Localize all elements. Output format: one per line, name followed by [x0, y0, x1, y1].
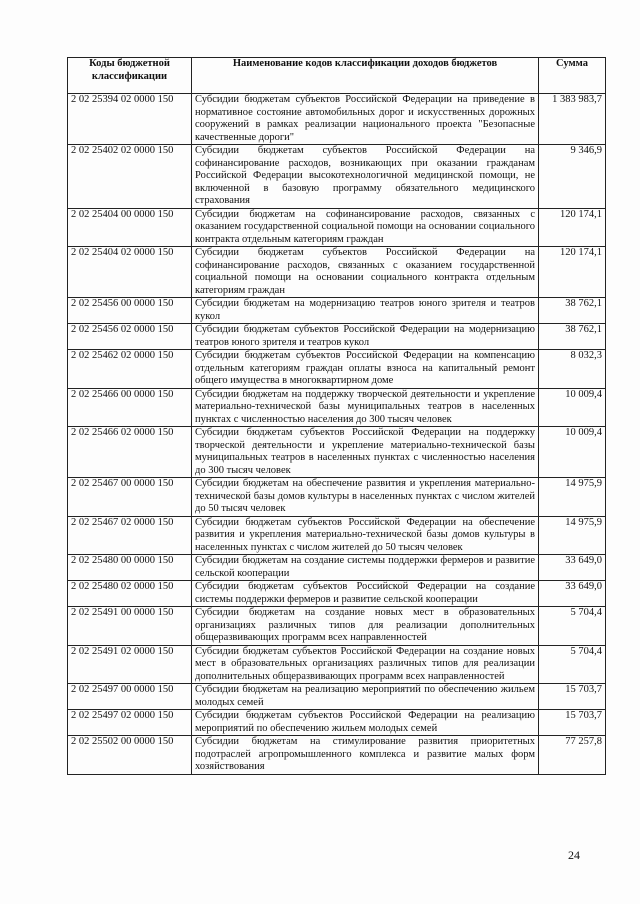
cell-code: 2 02 25456 02 0000 150 — [68, 324, 192, 350]
cell-sum: 9 346,9 — [539, 145, 606, 209]
table-row — [68, 94, 606, 145]
table-row — [68, 684, 606, 710]
table-row — [68, 388, 606, 427]
cell-code: 2 02 25462 02 0000 150 — [68, 350, 192, 389]
table-row — [68, 247, 606, 298]
table-row — [68, 427, 606, 478]
cell-code: 2 02 25466 00 0000 150 — [68, 388, 192, 427]
table-row — [68, 478, 606, 517]
cell-code: 2 02 25404 02 0000 150 — [68, 247, 192, 298]
cell-name: Субсидии бюджетам субъектов Российской Федерации на компенсацию отдельным категориям граждан оплаты взноса на капитальный ремонт общего имущества в многоквартирном доме — [192, 350, 539, 389]
cell-name: Субсидии бюджетам субъектов Российской Федерации на создание новых мест в образовательных организациях различных типов для реализации дополнительных общеразвивающих программ всех направленностей — [192, 645, 539, 684]
cell-code: 2 02 25394 02 0000 150 — [68, 94, 192, 145]
cell-name: Субсидии бюджетам субъектов Российской Федерации на создание системы поддержки фермеров и развитие сельской кооперации — [192, 581, 539, 607]
cell-name: Субсидии бюджетам на создание новых мест в образовательных организациях различных типов для реализации дополнительных общеразвивающих программ всех направленностей — [192, 607, 539, 646]
table-row — [68, 736, 606, 775]
cell-code: 2 02 25467 00 0000 150 — [68, 478, 192, 517]
column-header-sum: Сумма — [539, 58, 606, 94]
cell-code: 2 02 25466 02 0000 150 — [68, 427, 192, 478]
cell-code: 2 02 25402 02 0000 150 — [68, 145, 192, 209]
table-row — [68, 516, 606, 555]
cell-code: 2 02 25491 02 0000 150 — [68, 645, 192, 684]
cell-sum: 33 649,0 — [539, 581, 606, 607]
cell-sum: 8 032,3 — [539, 350, 606, 389]
cell-name: Субсидии бюджетам на создание системы поддержки фермеров и развитие сельской кооперации — [192, 555, 539, 581]
table-header-row — [68, 58, 606, 94]
cell-code: 2 02 25480 00 0000 150 — [68, 555, 192, 581]
cell-sum: 38 762,1 — [539, 298, 606, 324]
table-row — [68, 645, 606, 684]
cell-sum: 15 703,7 — [539, 684, 606, 710]
table-row — [68, 298, 606, 324]
cell-name: Субсидии бюджетам на стимулирование развития приоритетных подотраслей агропромышленного комплекса и развитие малых форм хозяйствования — [192, 736, 539, 775]
cell-name: Субсидии бюджетам субъектов Российской Федерации на поддержку творческой деятельности и укрепление материально-технической базы муниципальных театров в населенных пунктах с численностью населения до 300 тысяч человек — [192, 427, 539, 478]
table-row — [68, 350, 606, 389]
cell-name: Субсидии бюджетам субъектов Российской Федерации на приведение в нормативное состояние автомобильных дорог и искусственных дорожных сооружений в рамках реализации национального проекта "Безопасные качественные дороги" — [192, 94, 539, 145]
cell-sum: 5 704,4 — [539, 645, 606, 684]
cell-name: Субсидии бюджетам на поддержку творческой деятельности и укрепление материально-технической базы муниципальных театров в населенных пунктах с численностью населения до 300 тысяч человек — [192, 388, 539, 427]
table-row — [68, 208, 606, 247]
column-header-code: Коды бюджетной классификации — [68, 58, 192, 94]
cell-sum: 10 009,4 — [539, 427, 606, 478]
budget-income-table — [67, 57, 606, 775]
cell-sum: 120 174,1 — [539, 208, 606, 247]
cell-sum: 77 257,8 — [539, 736, 606, 775]
cell-name: Субсидии бюджетам на софинансирование расходов, связанных с оказанием государственной социальной помощи на основании социального контракта отдельным категориям граждан — [192, 208, 539, 247]
cell-code: 2 02 25467 02 0000 150 — [68, 516, 192, 555]
cell-code: 2 02 25480 02 0000 150 — [68, 581, 192, 607]
cell-name: Субсидии бюджетам субъектов Российской Федерации на обеспечение развития и укрепления материально-технической базы домов культуры в населенных пунктах с числом жителей до 50 тысяч человек — [192, 516, 539, 555]
cell-sum: 10 009,4 — [539, 388, 606, 427]
column-header-name: Наименование кодов классификации доходов бюджетов — [192, 58, 539, 94]
cell-name: Субсидии бюджетам субъектов Российской Федерации на модернизацию театров юного зрителя и театров кукол — [192, 324, 539, 350]
cell-sum: 15 703,7 — [539, 710, 606, 736]
table-row — [68, 581, 606, 607]
cell-sum: 14 975,9 — [539, 516, 606, 555]
cell-sum: 1 383 983,7 — [539, 94, 606, 145]
table-row — [68, 555, 606, 581]
cell-sum: 5 704,4 — [539, 607, 606, 646]
cell-sum: 38 762,1 — [539, 324, 606, 350]
cell-name: Субсидии бюджетам субъектов Российской Федерации на реализацию мероприятий по обеспечению жильем молодых семей — [192, 710, 539, 736]
cell-sum: 33 649,0 — [539, 555, 606, 581]
cell-name: Субсидии бюджетам субъектов Российской Федерации на софинансирование расходов, связанных с оказанием государственной социальной помощи на основании социального контракта отдельным категориям граждан — [192, 247, 539, 298]
page-number: 24 — [568, 848, 580, 862]
cell-name: Субсидии бюджетам субъектов Российской Федерации на софинансирование расходов, возникающих при оказании гражданам Российской Федерации высокотехнологичной медицинской помощи, не включенной в базовую программу обязательного медицинского страхования — [192, 145, 539, 209]
cell-sum: 120 174,1 — [539, 247, 606, 298]
cell-name: Субсидии бюджетам на обеспечение развития и укрепления материально-технической базы домов культуры в населенных пунктах с числом жителей до 50 тысяч человек — [192, 478, 539, 517]
table-row — [68, 607, 606, 646]
table-row — [68, 145, 606, 209]
table-body — [68, 94, 606, 775]
table-row — [68, 710, 606, 736]
cell-code: 2 02 25497 00 0000 150 — [68, 684, 192, 710]
cell-code: 2 02 25404 00 0000 150 — [68, 208, 192, 247]
cell-code: 2 02 25502 00 0000 150 — [68, 736, 192, 775]
cell-name: Субсидии бюджетам на модернизацию театров юного зрителя и театров кукол — [192, 298, 539, 324]
cell-code: 2 02 25491 00 0000 150 — [68, 607, 192, 646]
table-row — [68, 324, 606, 350]
cell-code: 2 02 25456 00 0000 150 — [68, 298, 192, 324]
cell-sum: 14 975,9 — [539, 478, 606, 517]
cell-code: 2 02 25497 02 0000 150 — [68, 710, 192, 736]
cell-name: Субсидии бюджетам на реализацию мероприятий по обеспечению жильем молодых семей — [192, 684, 539, 710]
